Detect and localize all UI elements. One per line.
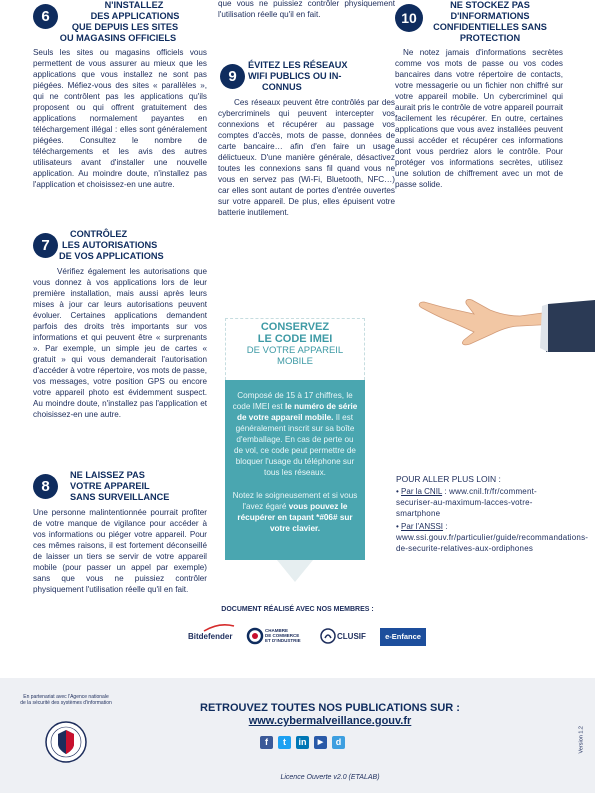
cci-line3: ET D'INDUSTRIE [265,638,301,643]
twitter-icon[interactable]: t [278,736,291,749]
section-7-title-line: DE VOS APPLICATIONS [59,251,164,261]
section-8-title-line: NE LAISSEZ PAS [70,470,145,480]
further-reading [396,474,589,554]
section-8-title-line: VOTRE APPAREIL [70,481,150,491]
section-8-body [33,507,207,594]
imei-card-header [225,318,365,380]
footer [0,678,595,793]
imei-paragraph-1 [231,390,359,478]
imei-card [225,318,365,590]
section-8-body-text: Une personne malintentionnée pourrait profiter de votre manque de vigilance pour accéder à vos informations ou piéger votre appareil. Pour ces mêmes raisons, il est fortement déconseillé de laisser un tiers se servir de votre appareil mobile (pour passer un appel par exemple) sans que vous ne puissiez contrôler physiquement l'utilisation réelle qu'il en fait. [33,508,207,594]
partners-title: DOCUMENT RÉALISÉ AVEC NOS MEMBRES : [221,606,374,613]
bitdefender-logo [188,632,232,641]
section-10-title [417,0,563,44]
section-number-6: 6 [33,4,58,29]
section-10-body: Ne notez jamais d'informations secrètes comme vos mots de passe ou vos codes bancaires dans votre répertoire de contacts, votre messagerie ou un fichier non chiffré sur votre appareil mobile. Un cybercriminel qui aurait pris le contrôle de votre appareil pourrait facilement les récupérer. En outre, certaines applications que vous avez installées peuvent aussi accéder et récupérer ces informations dont vous perdriez alors le contrôle. Pour protéger vos informations secrètes, utilisez une solution de chiffrement avec un mot de passe solide. [395,48,564,189]
further-reading-heading: POUR ALLER PLUS LOIN : [396,474,501,484]
section-8-title [55,470,207,503]
youtube-icon[interactable]: ▶ [314,736,327,749]
section-6-title-line: N'INSTALLEZ [104,0,164,10]
section-number-10: 10 [395,4,423,32]
section-7-title-line: CONTRÔLEZ [70,229,128,239]
anssi-partnership-text: En partenariat avec l'Agence nationale de la sécurité des systèmes d'information [20,694,112,706]
imei-p2-text: Notez le soigneusement et si vous l'avez égaré [232,491,358,511]
cci-line1: CHAMBRE [265,628,288,633]
cci-emblem-icon [247,628,263,644]
section-9-title [248,60,393,93]
section-7-title-line: LES AUTORISATIONS [62,240,158,250]
cybermalveillance-link[interactable]: www.cybermalveillance.gouv.fr [248,715,412,727]
e-enfance-label: e-Enfance [385,632,421,641]
bitdefender-label: Bitdefender [188,632,233,641]
anssi-logo [44,720,88,764]
dailymotion-icon[interactable]: d [332,736,345,749]
bitdefender-swoosh-icon [204,624,234,632]
linkedin-icon[interactable]: in [296,736,309,749]
section-8-continuation-text: que vous ne puissiez contrôler physiquement l'utilisation réelle qu'il en fait. [218,0,395,19]
section-7-title [55,229,207,262]
version-label: Version 1.2 [579,726,585,754]
section-9-title-line: ÉVITEZ LES RÉSEAUX [248,60,348,70]
anssi-link-url[interactable]: : www.ssi.gouv.fr/particulier/guide/recommandations-de-securite-relatives-aux-ordiphones [396,522,589,553]
section-10-title-line: D'INFORMATIONS [450,11,530,21]
section-8-title-line: SANS SURVEILLANCE [70,492,170,502]
social-links [260,736,345,750]
anssi-link-label[interactable]: Par l'ANSSI [401,522,444,531]
publications-heading: RETROUVEZ TOUTES NOS PUBLICATIONS SUR : [200,702,460,714]
e-enfance-logo [380,628,426,646]
cnil-link-url[interactable]: : www.cnil.fr/fr/comment-securiser-au-maximum-lacces-votre-smartphone [396,487,537,518]
section-10-title-line: PROTECTION [459,33,521,43]
further-reading-anssi[interactable]: • Par l'ANSSI : www.ssi.gouv.fr/particulier/guide/recommandations-de-securite-relatives-aux-ordiphones [396,522,589,553]
section-6-title [43,0,207,44]
imei-title-line1: CONSERVEZ [260,321,330,333]
imei-p1-tail: Il est généralement inscrit sur sa boîte d'emballage. En cas de perte ou de vol, ce code peut permettre de bloquer l'usage du téléphone sur tous les réseaux. [234,413,356,477]
imei-card-pointer [225,560,365,590]
section-6-title-line: QUE DEPUIS LES SITES [71,22,179,32]
section-6-body: Seuls les sites ou magasins officiels vous permettent de vous assurer au mieux que les applications que vous installez ne sont pas piégées. Méfiez-vous des sites « parallèles », qui ne contrôlent pas les applications qu'ils proposent ou qui offrent gratuitement des applications normalement payantes en téléchargement illégal : elles sont généralement piégées. Consultez le nombre de téléchargements et les avis des autres utilisateurs avant d'installer une nouvelle application. Au moindre doute, n'installez pas l'application et choisissez-en une autre. [33,48,207,189]
imei-title-line3: DE VOTRE APPAREIL [246,345,344,356]
imei-paragraph-2 [231,490,359,534]
section-6-title-line: OU MAGASINS OFFICIELS [59,33,177,43]
facebook-icon[interactable]: f [260,736,273,749]
imei-p1-text: Composé de 15 à 17 chiffres, le code IMEI est [232,391,353,411]
section-9-body: Ces réseaux peuvent être contrôlés par des cybercriminels qui peuvent intercepter vos connexions et récupérer au passage vos comptes d'accès, mots de passe, données de carte bancaire… afin d'en faire un usage délictueux. D'une manière générale, désactivez toutes les connexions sans fil quand vous ne vous en servez pas (Wi-Fi, Bluetooth, NFC…) car elles sont autant de portes d'entrée ouvertes sur votre appareil. De plus, elles épuisent votre batterie inutilement. [218,98,395,217]
cci-line2: DE COMMERCE [265,633,300,638]
cnil-link-label[interactable]: Par la CNIL [401,487,443,496]
further-reading-cnil[interactable]: • Par la CNIL : www.cnil.fr/fr/comment-securiser-au-maximum-lacces-votre-smartphone [396,487,537,518]
section-number-9: 9 [220,64,245,89]
clusif-emblem-icon [320,628,336,644]
imei-title-line4: MOBILE [277,356,313,367]
imei-p1-bold: le numéro de série de votre appareil mobile. [236,402,358,422]
section-number-8: 8 [33,474,58,499]
section-6-title-line: DES APPLICATIONS [90,11,180,21]
section-10-title-line: NE STOCKEZ PAS [450,0,530,10]
section-9-title-line: WIFI PUBLICS OU IN- [248,71,342,81]
section-number-7: 7 [33,233,58,258]
section-9-title-line: CONNUS [262,82,302,92]
section-7-body: Vérifiez également les autorisations que vous donnez à vos applications lors de leur première installation, mais aussi après leurs mises à jour car leurs autorisations peuvent évoluer. Certaines applications demandent parfois des droits très importants sur vos informations et qui peuvent être « surprenants ». Par exemple, un simple jeu de cartes « gratuit » qui vous demanderait l'autorisation d'accéder à votre répertoire, vos mots de passe, vos messages, votre position GPS ou encore votre appareil photo est évidemment suspect. Au moindre doute, n'installez pas l'application et choisissez-en une autre. [33,267,207,419]
hand-illustration [370,282,595,382]
imei-card-body [225,380,365,560]
clusif-label: CLUSIF [337,632,366,641]
imei-p2-bold: vous pouvez le récupérer en tapant *#06# sur votre clavier. [237,502,353,533]
licence-text: Licence Ouverte v2.0 (ETALAB) [280,774,380,781]
imei-title-line2: LE CODE IMEI [257,333,333,345]
section-10-title-line: CONFIDENTIELLES SANS [433,22,547,32]
section-8-continuation [218,0,395,42]
partner-logos [0,624,595,654]
